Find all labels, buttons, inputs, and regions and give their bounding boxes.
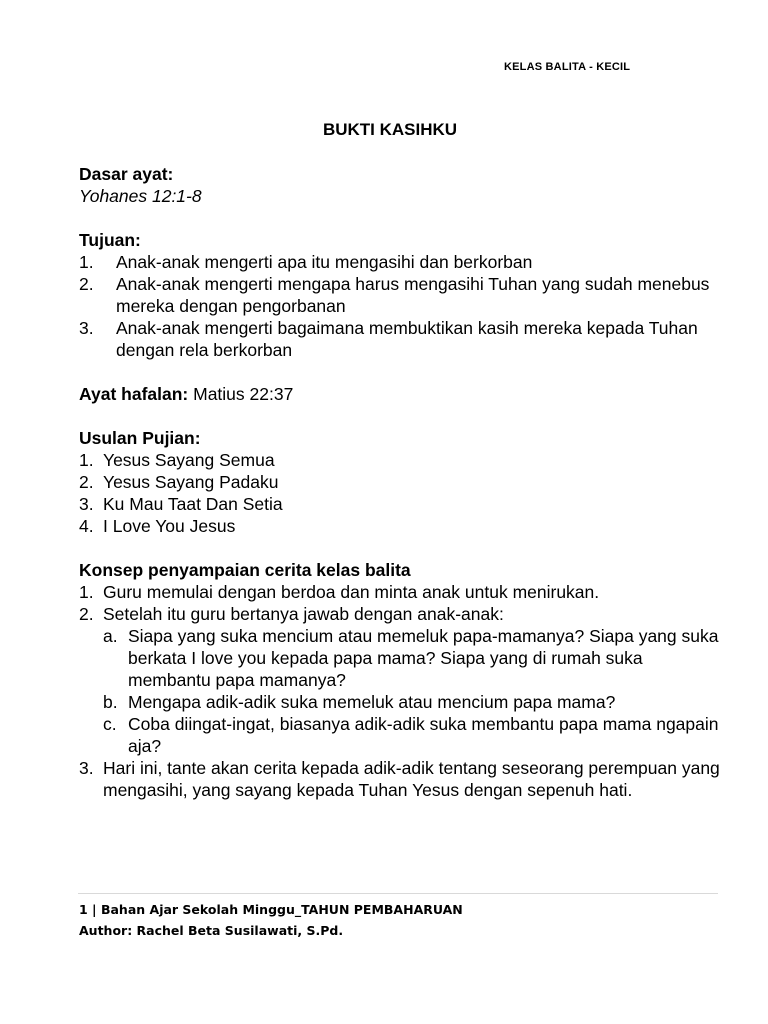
konsep-sublist bbox=[103, 625, 729, 757]
section-tujuan bbox=[79, 229, 729, 361]
footer-page-info: 1 | Bahan Ajar Sekolah Minggu_TAHUN PEMBAHARUAN bbox=[79, 902, 463, 917]
sublist-letter: b. bbox=[103, 692, 118, 712]
section-dasar-ayat bbox=[79, 163, 729, 207]
dasar-ayat-heading: Dasar ayat: bbox=[79, 164, 174, 184]
list-number: 3. bbox=[79, 758, 94, 778]
list-item bbox=[79, 757, 729, 801]
list-item bbox=[79, 581, 729, 603]
class-label: KELAS BALITA - KECIL bbox=[504, 61, 631, 73]
sublist-text: Mengapa adik-adik suka memeluk atau mencium papa mama? bbox=[128, 692, 616, 712]
list-number: 3. bbox=[79, 318, 94, 338]
section-konsep bbox=[79, 559, 729, 801]
list-text: I Love You Jesus bbox=[103, 516, 236, 536]
list-text: Anak-anak mengerti mengapa harus mengasihi Tuhan yang sudah menebus mereka dengan pengorbanan bbox=[116, 274, 710, 316]
list-number: 4. bbox=[79, 516, 94, 536]
document-title: BUKTI KASIHKU bbox=[322, 120, 458, 139]
footer-divider bbox=[78, 893, 718, 894]
list-number: 1. bbox=[79, 252, 94, 272]
tujuan-list bbox=[79, 251, 729, 361]
section-usulan-pujian bbox=[79, 427, 729, 537]
sublist-letter: c. bbox=[103, 714, 117, 734]
list-text: Guru memulai dengan berdoa dan minta anak untuk menirukan. bbox=[103, 582, 600, 602]
list-item bbox=[79, 471, 729, 493]
sublist-item bbox=[103, 713, 729, 757]
sublist-item bbox=[103, 625, 729, 691]
list-item bbox=[79, 603, 729, 757]
section-ayat-hafalan bbox=[79, 383, 729, 405]
list-text: Yesus Sayang Padaku bbox=[103, 472, 279, 492]
list-text: Hari ini, tante akan cerita kepada adik-adik tentang seseorang perempuan yang mengasihi, yang sayang kepada Tuhan Yesus dengan sepenuh hati. bbox=[103, 758, 720, 800]
list-text: Setelah itu guru bertanya jawab dengan anak-anak: bbox=[103, 604, 504, 624]
sublist-letter: a. bbox=[103, 626, 118, 646]
list-item bbox=[79, 273, 729, 317]
list-number: 2. bbox=[79, 604, 94, 624]
list-number: 1. bbox=[79, 450, 94, 470]
sublist-text: Siapa yang suka mencium atau memeluk papa-mamanya? Siapa yang suka berkata I love you kepada papa mama? Siapa yang di rumah suka membantu papa mamanya? bbox=[128, 626, 719, 690]
ayat-hafalan-heading: Ayat hafalan: bbox=[79, 384, 189, 404]
list-number: 1. bbox=[79, 582, 94, 602]
list-text: Anak-anak mengerti bagaimana membuktikan kasih mereka kepada Tuhan dengan rela berkorban bbox=[116, 318, 698, 360]
list-item bbox=[79, 317, 729, 361]
list-text: Ku Mau Taat Dan Setia bbox=[103, 494, 283, 514]
ayat-hafalan-verse: Matius 22:37 bbox=[188, 384, 294, 404]
document-body bbox=[79, 163, 729, 823]
list-text: Yesus Sayang Semua bbox=[103, 450, 275, 470]
dasar-ayat-verse: Yohanes 12:1-8 bbox=[79, 186, 202, 206]
sublist-text: Coba diingat-ingat, biasanya adik-adik suka membantu papa mama ngapain aja? bbox=[128, 714, 719, 756]
list-number: 2. bbox=[79, 274, 94, 294]
list-item bbox=[79, 449, 729, 471]
pujian-list bbox=[79, 449, 729, 537]
list-item bbox=[79, 251, 729, 273]
konsep-heading: Konsep penyampaian cerita kelas balita bbox=[79, 560, 411, 580]
usulan-pujian-heading: Usulan Pujian: bbox=[79, 428, 201, 448]
sublist-item bbox=[103, 691, 729, 713]
list-number: 2. bbox=[79, 472, 94, 492]
footer-author: Author: Rachel Beta Susilawati, S.Pd. bbox=[79, 923, 344, 938]
tujuan-heading: Tujuan: bbox=[79, 230, 141, 250]
list-item bbox=[79, 515, 729, 537]
list-item bbox=[79, 493, 729, 515]
list-text: Anak-anak mengerti apa itu mengasihi dan berkorban bbox=[116, 252, 533, 272]
list-number: 3. bbox=[79, 494, 94, 514]
konsep-list bbox=[79, 581, 729, 801]
